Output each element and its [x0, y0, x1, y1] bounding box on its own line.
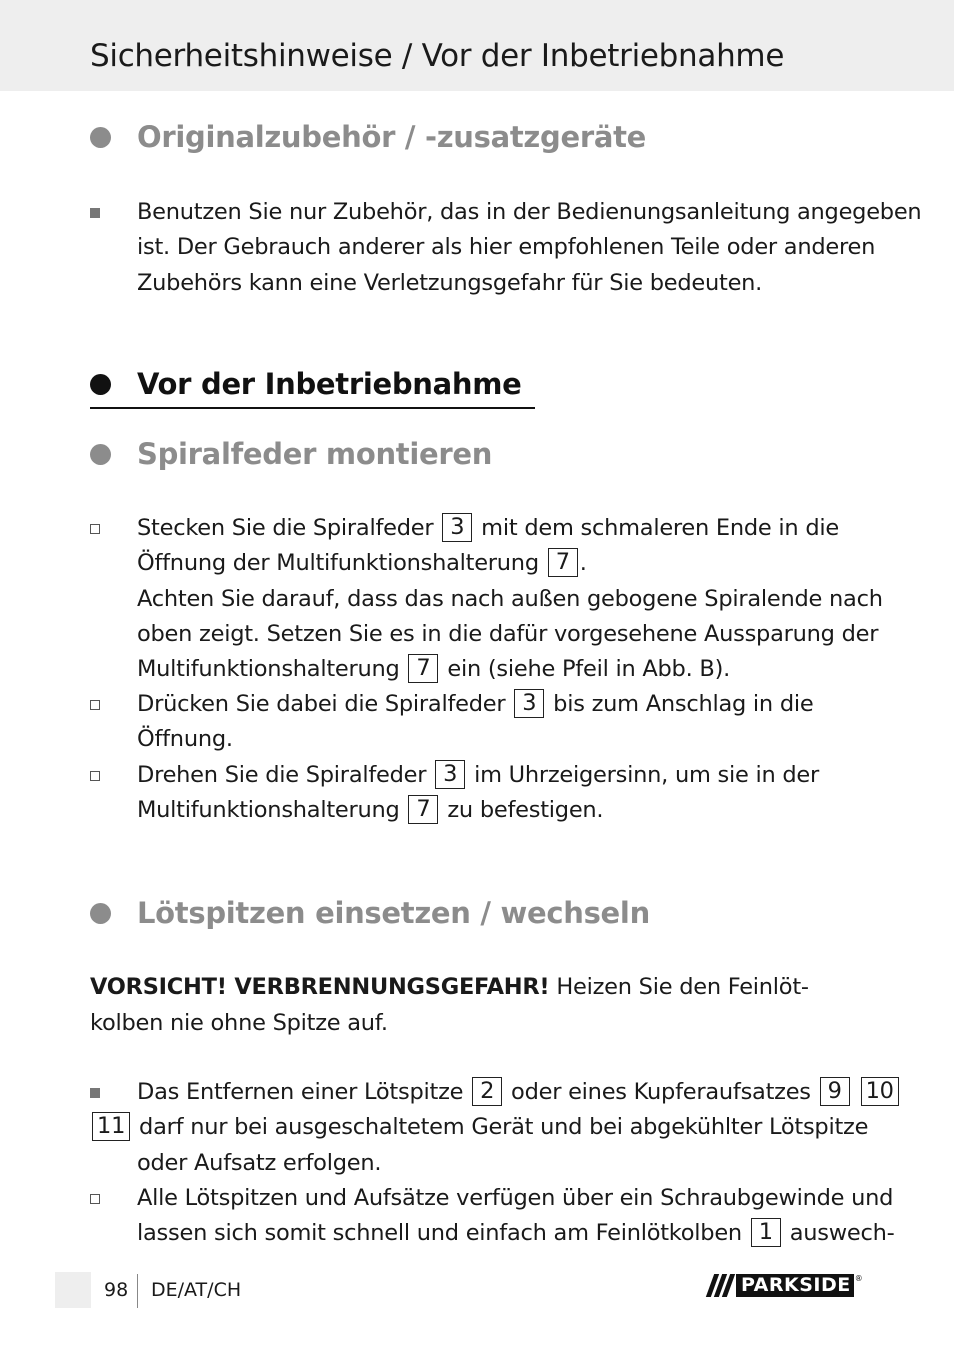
square-bullet-icon — [90, 208, 100, 218]
text-line: Multifunktionshalterung 7 ein (siehe Pfeil in Abb. B). — [137, 655, 731, 683]
list-item-tips-2 — [90, 1181, 895, 1252]
registered-mark: ® — [854, 1274, 863, 1283]
part-ref: 9 — [820, 1077, 850, 1106]
square-bullet-icon — [90, 1088, 100, 1098]
part-ref: 1 — [751, 1218, 781, 1247]
text-line: lassen sich somit schnell und einfach am Feinlötkolben 1 auswech- — [137, 1219, 895, 1247]
heading-before-use — [90, 367, 522, 401]
checkbox-bullet-icon — [90, 1194, 100, 1204]
text-line: Alle Lötspitzen und Aufsätze verfügen über ein Schraubgewinde und — [137, 1185, 894, 1211]
footer-grey-box — [55, 1272, 91, 1308]
page-number: 98 — [104, 1279, 129, 1301]
text-line: 11 darf nur bei ausgeschaltetem Gerät und bei abgekühlter Lötspitze — [90, 1110, 870, 1145]
text-line: Drücken Sie dabei die Spiralfeder 3 bis zum Anschlag in die — [137, 690, 814, 717]
text-line: Benutzen Sie nur Zubehör, das in der Bedienungsanleitung angegeben — [137, 199, 922, 225]
bullet-dot-icon — [90, 903, 111, 924]
text-line: Das Entfernen einer Lötspitze 2 oder eines Kupferaufsatzes 9 10 — [137, 1075, 870, 1110]
text-line: VORSICHT! VERBRENNUNGSGEFAHR! Heizen Sie den Feinlöt- — [90, 974, 809, 1000]
part-ref: 7 — [548, 548, 578, 577]
text-line: Achten Sie darauf, dass das nach außen gebogene Spiralende nach — [137, 585, 883, 612]
text-line: oben zeigt. Setzen Sie es in die dafür vorgesehene Aussparung der — [137, 620, 879, 647]
heading-spring — [90, 437, 492, 471]
list-item-accessories-1 — [90, 195, 922, 301]
footer-divider — [137, 1274, 138, 1308]
text-line: kolben nie ohne Spitze auf. — [90, 1010, 388, 1036]
text-line: Drehen Sie die Spiralfeder 3 im Uhrzeigersinn, um sie in der — [137, 761, 820, 788]
heading-spring-text: Spiralfeder montieren — [137, 437, 493, 471]
part-ref: 3 — [435, 760, 465, 789]
text-line: ist. Der Gebrauch anderer als hier empfohlenen Teile oder anderen — [137, 234, 876, 261]
list-item-spring-1 — [90, 511, 883, 687]
text-line: Stecken Sie die Spiralfeder 3 mit dem schmaleren Ende in die — [137, 514, 839, 541]
checkbox-bullet-icon — [90, 524, 100, 534]
part-ref: 3 — [442, 513, 472, 542]
heading-tips-text: Lötspitzen einsetzen / wechseln — [137, 896, 650, 930]
page-title: Sicherheitshinweise / Vor der Inbetriebnahme — [90, 38, 785, 74]
text-line: oder Aufsatz erfolgen. — [137, 1149, 382, 1176]
checkbox-bullet-icon — [90, 771, 100, 781]
heading-underline — [90, 407, 535, 409]
warning-paragraph — [90, 969, 880, 1041]
parkside-logo — [704, 1274, 863, 1297]
checkbox-bullet-icon — [90, 700, 100, 710]
list-item-spring-3 — [90, 758, 870, 829]
bullet-dot-icon — [90, 374, 111, 395]
heading-accessories — [90, 120, 646, 154]
logo-slashes-icon — [704, 1274, 736, 1297]
part-ref: 2 — [472, 1077, 502, 1106]
list-item-spring-2 — [90, 687, 870, 758]
text-line: Zubehörs kann eine Verletzungsgefahr für Sie bedeuten. — [137, 269, 763, 296]
text-line: Öffnung der Multifunktionshalterung 7 . — [137, 549, 587, 577]
bullet-dot-icon — [90, 444, 111, 465]
text-line: Multifunktionshalterung 7 zu befestigen. — [137, 796, 604, 824]
heading-before-use-text: Vor der Inbetriebnahme — [137, 367, 522, 401]
list-item-tips-1 — [90, 1075, 894, 1181]
part-ref: 11 — [92, 1112, 130, 1141]
bullet-dot-icon — [90, 127, 111, 148]
warning-label: VORSICHT! VERBRENNUNGSGEFAHR! — [90, 974, 550, 1000]
part-ref: 10 — [861, 1077, 899, 1106]
part-ref: 3 — [514, 689, 544, 718]
text-line: Öffnung. — [137, 726, 233, 753]
heading-tips — [90, 896, 650, 930]
locale-label: DE/AT/CH — [151, 1279, 242, 1301]
heading-accessories-text: Originalzubehör / -zusatzgeräte — [137, 120, 647, 154]
part-ref: 7 — [408, 654, 438, 683]
brand-name: PARKSIDE — [736, 1274, 854, 1297]
part-ref: 7 — [408, 795, 438, 824]
